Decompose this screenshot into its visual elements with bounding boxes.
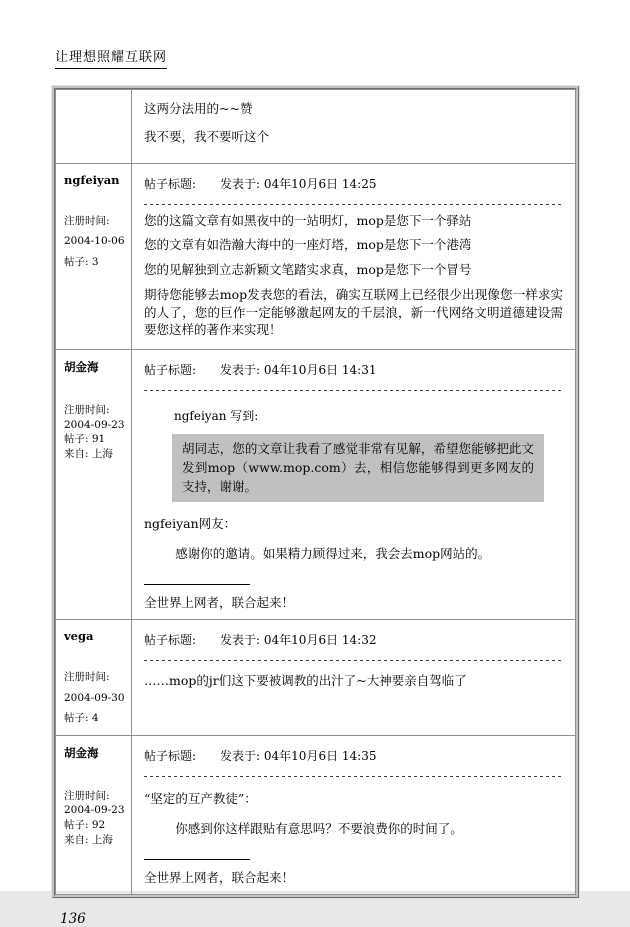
registration-label: 注册时间:: [64, 789, 110, 802]
reply-addressee: ngfeiyan网友：: [144, 516, 237, 532]
registration-date: 2004-09-23: [64, 804, 125, 817]
registration-date: 2004-09-30: [64, 691, 125, 704]
signature-divider: [144, 584, 250, 585]
reply-text: 感谢你的邀请。如果精力顾得过来，我会去mop网站的。: [175, 546, 491, 562]
post-timestamp: 发表于: 04年10月6日 14:32: [220, 633, 377, 648]
post-title-label: 帖子标题:: [144, 363, 197, 377]
table-row: [56, 735, 576, 894]
registration-date: 2004-09-23: [64, 418, 125, 431]
user-location: 来自: 上海: [64, 833, 113, 846]
post-separator: [144, 204, 563, 205]
user-info: [64, 403, 127, 462]
post-timestamp: 发表于: 04年10月6日 14:31: [220, 363, 377, 377]
registration-label: 注册时间:: [64, 215, 110, 227]
signature-text: 全世界上网者，联合起来！: [144, 595, 295, 611]
author-name: 胡金海: [64, 745, 99, 760]
post-count: 帖子: 4: [64, 712, 99, 725]
signature-text: 全世界上网者，联合起来！: [144, 869, 295, 885]
post-title-label: 帖子标题:: [144, 177, 197, 191]
user-cell: [56, 164, 132, 350]
post-body-line: 您的文章有如浩瀚大海中的一座灯塔，mop是您下一个港湾: [144, 237, 472, 253]
post-body-line: 您的这篇文章有如黑夜中的一站明灯，mop是您下一个驿站: [144, 213, 472, 228]
reply-addressee: “坚定的互产教徒”：: [144, 790, 257, 806]
author-name: vega: [64, 629, 94, 644]
post-cell: [132, 164, 576, 350]
post-body-paragraph: 期待您能够去mop发表您的看法，确实互联网上已经很少出现像您一样求实的人了，您的巨作一定能够激起网友的千层浪，新一代网络文明道德建设需要您这样的著作来实现！: [144, 286, 563, 338]
post-body-line: ……mop的jr们这下要被调教的出汁了~大神要亲自驾临了: [144, 673, 467, 689]
post-count: 帖子: 3: [64, 255, 99, 268]
user-cell: [56, 620, 132, 735]
user-info: [64, 667, 127, 728]
post-header: [144, 747, 563, 764]
document-title: 让理想照耀互联网: [55, 46, 167, 69]
user-cell: [56, 735, 132, 894]
user-info: [64, 211, 127, 272]
page-number: 136: [60, 910, 86, 927]
user-location: 来自: 上海: [64, 448, 113, 461]
forum-thread-frame: [52, 86, 579, 898]
signature-divider: [144, 859, 250, 860]
table-row: [56, 620, 576, 735]
post-title-label: 帖子标题:: [144, 633, 197, 648]
post-cell: [132, 350, 576, 620]
author-name: 胡金海: [64, 360, 99, 374]
post-cell: [132, 90, 576, 164]
post-separator: [144, 776, 563, 777]
post-separator: [144, 660, 563, 661]
registration-label: 注册时间:: [64, 404, 110, 416]
post-separator: [144, 390, 563, 391]
post-count: 帖子: 92: [64, 819, 106, 832]
post-cell: [132, 735, 576, 894]
registration-label: 注册时间:: [64, 671, 110, 684]
post-timestamp: 发表于: 04年10月6日 14:35: [220, 748, 377, 763]
post-timestamp: 发表于: 04年10月6日 14:25: [220, 177, 377, 191]
quote-box: 胡同志，您的文章让我看了感觉非常有见解，希望您能够把此文发到mop（www.mop.com）去，相信您能够得到更多网友的支持，谢谢。: [172, 434, 544, 502]
quote-header: ngfeiyan 写到:: [174, 409, 259, 423]
post-title-label: 帖子标题:: [144, 748, 197, 763]
forum-thread-table: [55, 89, 576, 895]
author-name: ngfeiyan: [64, 173, 120, 187]
user-cell-empty: [56, 90, 132, 164]
post-cell: [132, 620, 576, 735]
document-header: [0, 0, 630, 69]
reply-text: 你感到你这样跟贴有意思吗？不要浪费你的时间了。: [175, 820, 463, 836]
post-body-line: 这两分法用的~~赞: [144, 101, 253, 116]
table-row: [56, 90, 576, 164]
user-cell: [56, 350, 132, 620]
post-body-line: 您的见解独到立志新颖文笔踏实求真，mop是您下一个冒号: [144, 261, 472, 277]
post-body-line: 我不要，我不要听这个: [144, 129, 270, 144]
post-header: [144, 361, 563, 378]
table-row: [56, 164, 576, 350]
post-header: [144, 631, 563, 648]
table-row: [56, 350, 576, 620]
user-info: [64, 789, 127, 848]
post-count: 帖子: 91: [64, 433, 106, 446]
post-header: [144, 175, 563, 192]
registration-date: 2004-10-06: [64, 235, 125, 248]
